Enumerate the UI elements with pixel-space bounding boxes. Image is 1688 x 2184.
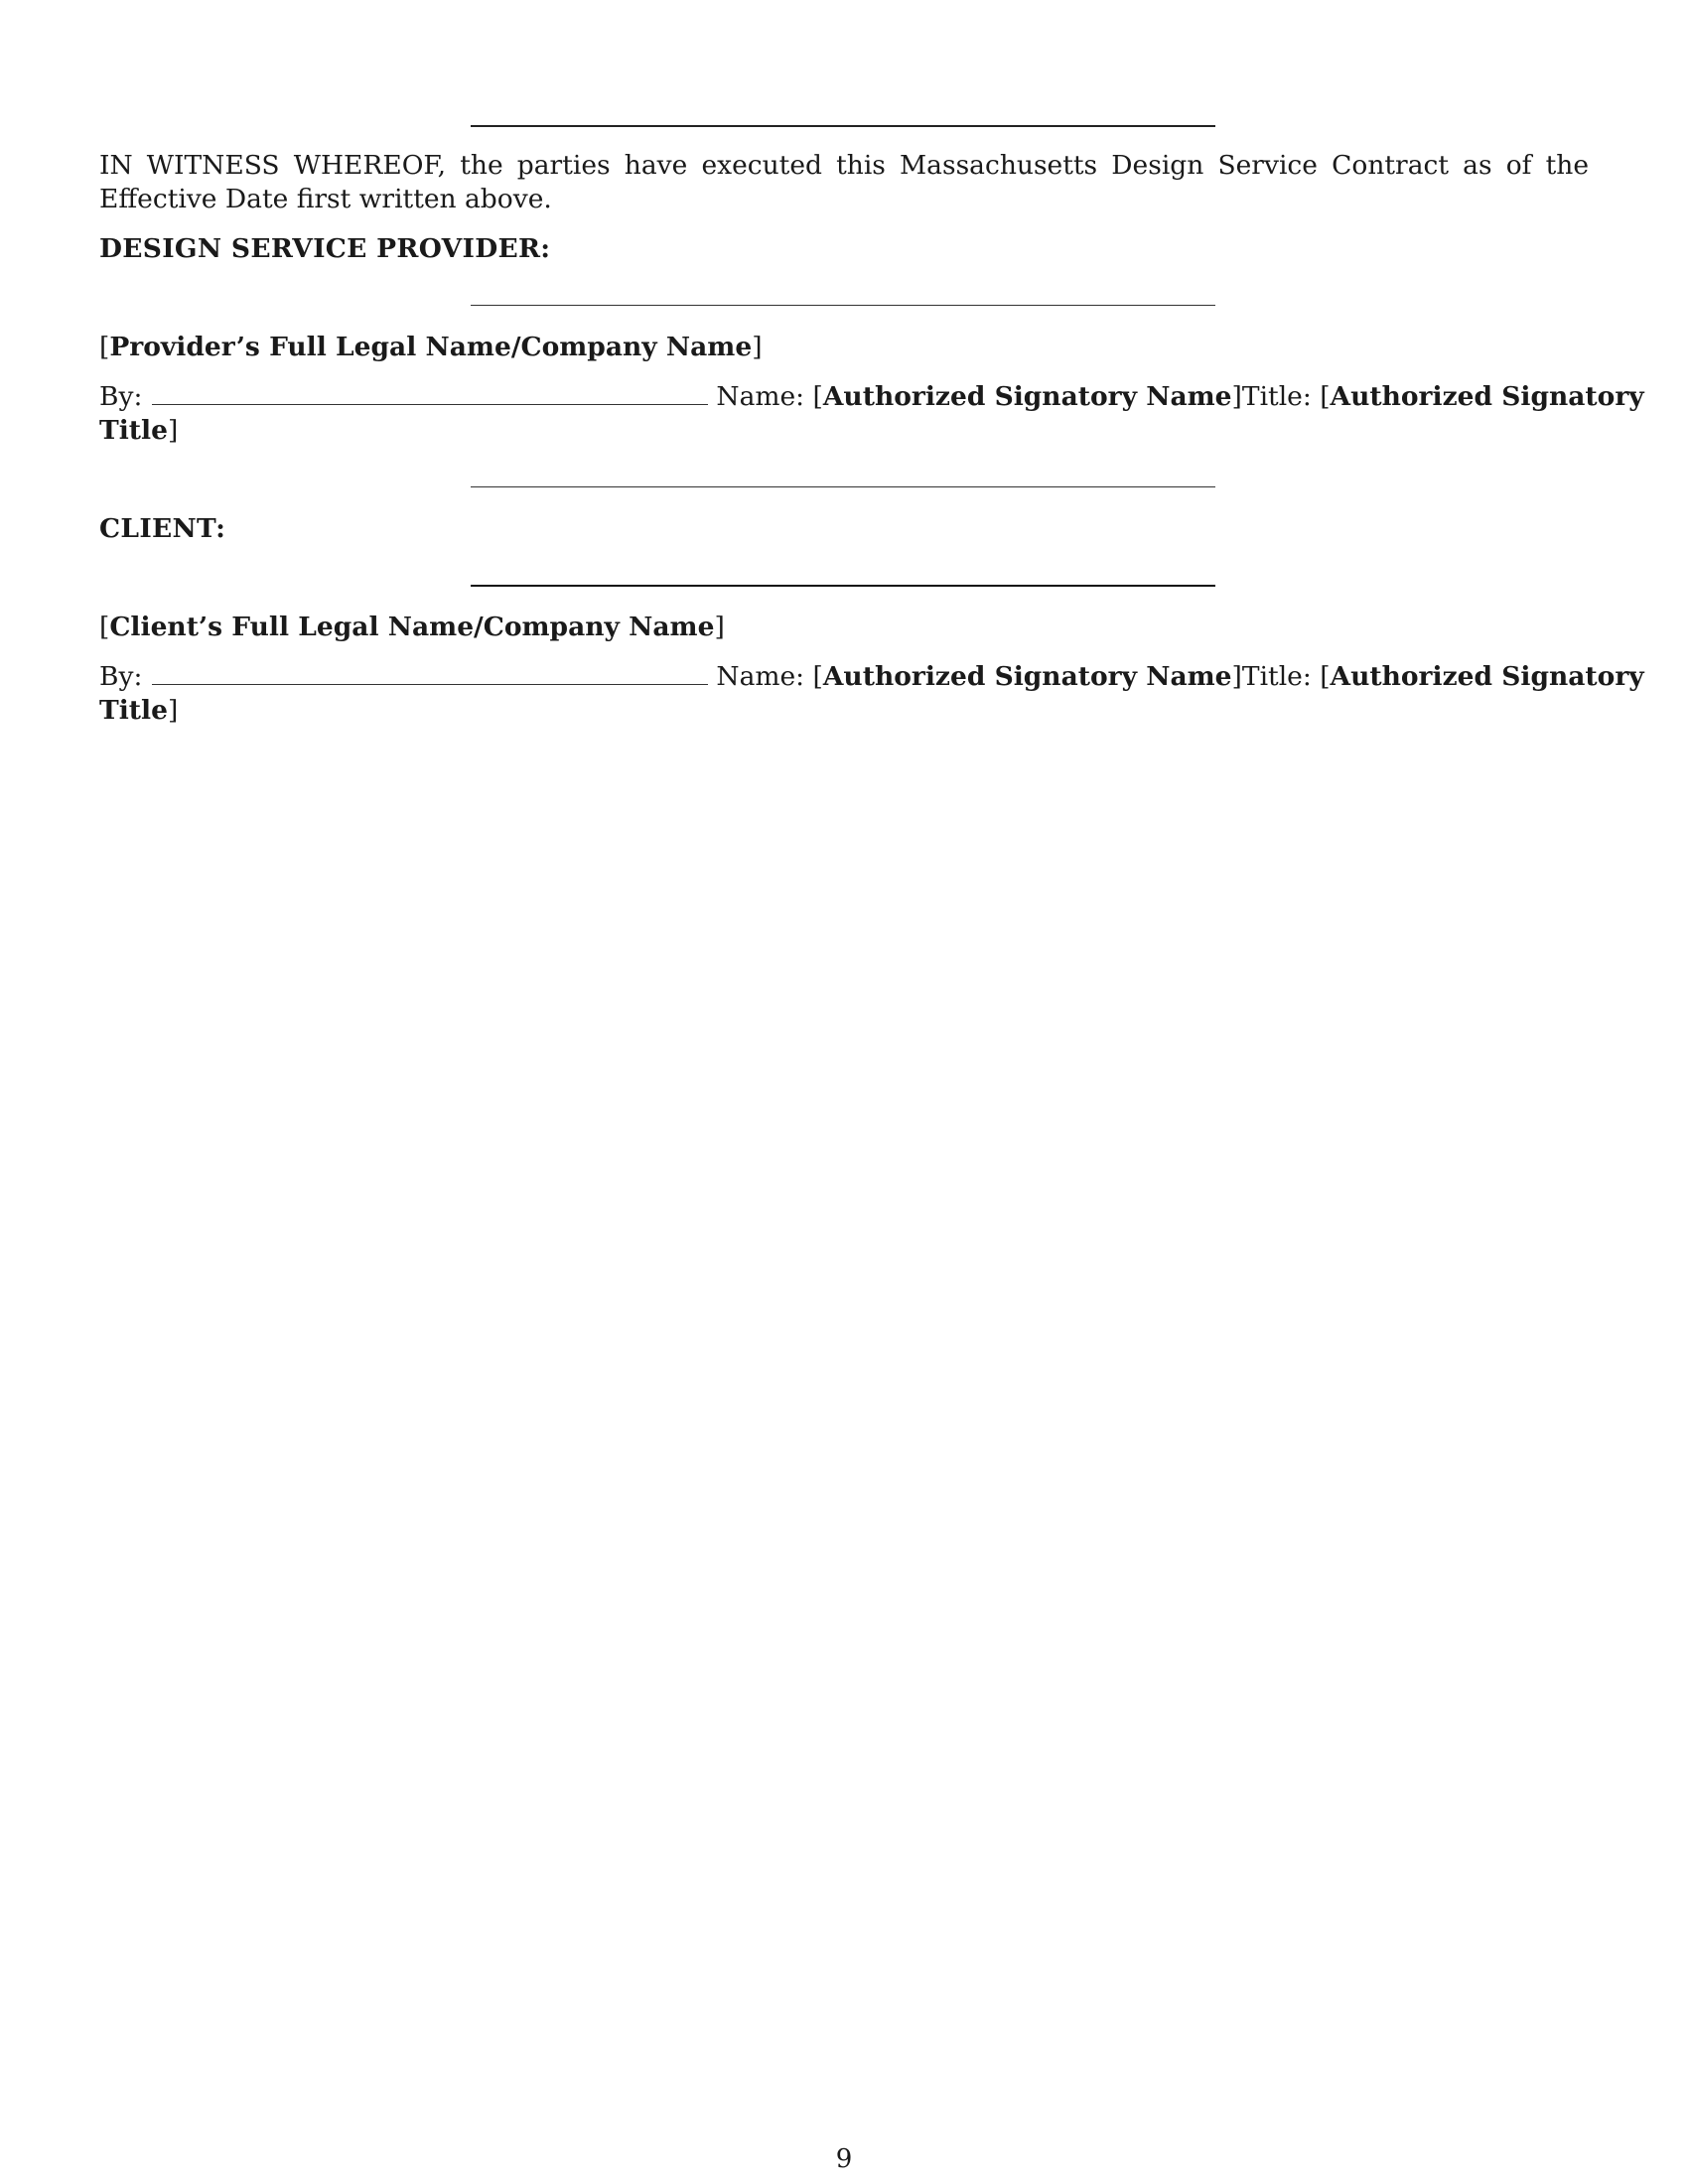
page-number: 9 bbox=[835, 2144, 853, 2174]
client-signatory-title-cont: Title bbox=[99, 695, 168, 726]
top-rule bbox=[471, 125, 1215, 127]
client-heading: CLIENT: bbox=[99, 513, 226, 544]
provider-signature-block: By: Name: [Authorized Signatory Name] Title: [Authorized Signatory Title] bbox=[99, 381, 1644, 446]
client-name-label: Name: bbox=[716, 661, 805, 692]
client-signature-block: By: Name: [Authorized Signatory Name] Title: [Authorized Signatory Title] bbox=[99, 661, 1644, 726]
provider-by-blank[interactable] bbox=[152, 382, 708, 405]
provider-title-label: Title: bbox=[1241, 381, 1312, 412]
provider-heading: DESIGN SERVICE PROVIDER: bbox=[99, 233, 551, 264]
client-by-label: By: bbox=[99, 661, 143, 692]
client-signature-rule bbox=[471, 585, 1215, 587]
client-signatory-title: Authorized Signatory bbox=[1330, 661, 1644, 692]
provider-legal-name: [Provider’s Full Legal Name/Company Name] bbox=[99, 332, 763, 362]
provider-signatory-title-cont: Title bbox=[99, 415, 168, 446]
provider-signatory-title: Authorized Signatory bbox=[1330, 381, 1644, 412]
client-by-blank[interactable] bbox=[152, 662, 708, 685]
provider-signature-rule bbox=[471, 305, 1215, 306]
provider-name-label: Name: bbox=[716, 381, 805, 412]
client-title-label: Title: bbox=[1241, 661, 1312, 692]
provider-bottom-rule bbox=[471, 486, 1215, 487]
witness-paragraph: IN WITNESS WHEREOF, the parties have executed this Massachusetts Design Service Contract as of the Effective Date first written above. bbox=[99, 150, 1589, 214]
client-signatory-name: Authorized Signatory Name bbox=[822, 661, 1232, 692]
provider-by-label: By: bbox=[99, 381, 143, 412]
provider-signatory-name: Authorized Signatory Name bbox=[822, 381, 1232, 412]
client-legal-name: [Client’s Full Legal Name/Company Name] bbox=[99, 612, 725, 642]
